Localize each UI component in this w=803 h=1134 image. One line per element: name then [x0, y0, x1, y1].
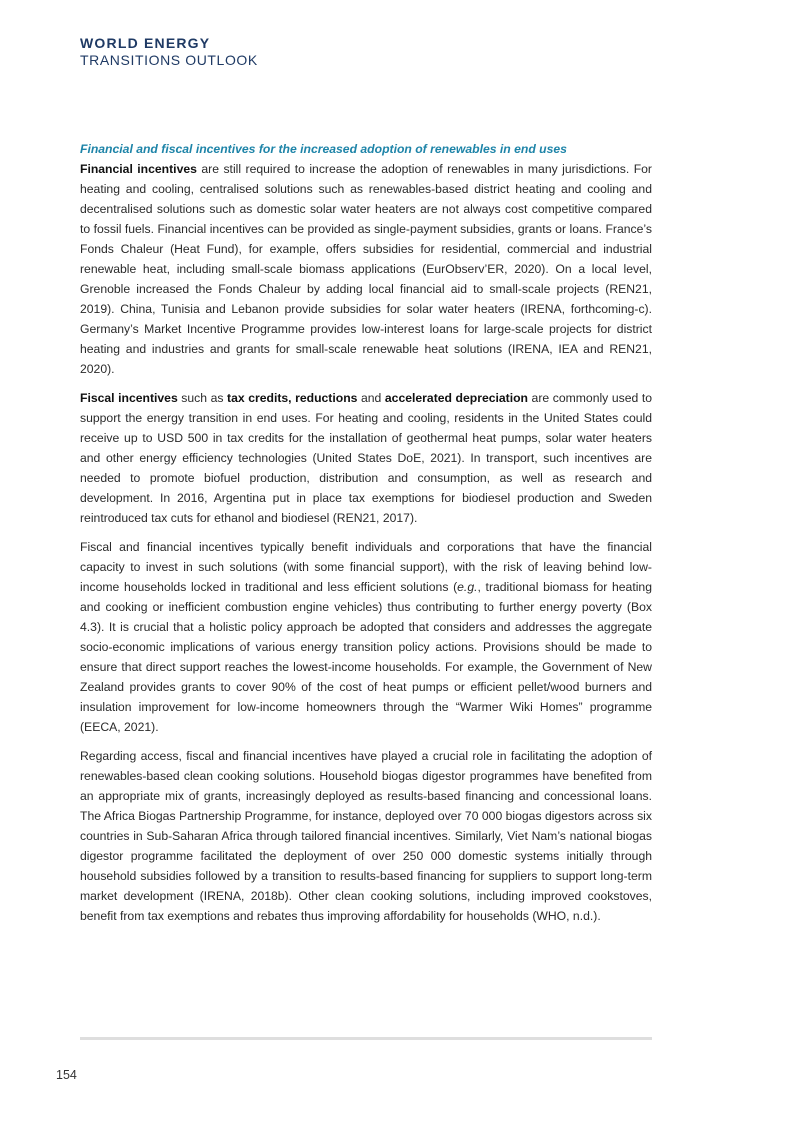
paragraph-text: are commonly used to support the energy transition in end uses. For heating and cooling, residents in the United States could receive up to USD 500 in tax credits for the installation of geothermal heat pumps, solar water heaters and other energy efficiency technologies (United States DoE, 2021). In transport, such incentives are needed to promote biofuel production, distribution and consumption, as well as research and development. In 2016, Argentina put in place tax exemptions for biodiesel production and Sweden reintroduced tax cuts for ethanol and biodiesel (REN21, 2017).: [80, 391, 652, 525]
paragraph-text: Regarding access, fiscal and financial incentives have played a crucial role in facilitating the adoption of renewables-based clean cooking solutions. Household biogas digestor programmes have benefited from an appropriate mix of grants, increasingly deployed as results-based financing and concessional loans. The Africa Biogas Partnership Programme, for instance, deployed over 70 000 biogas digestors across six countries in Sub-Saharan Africa through tailored financial incentives. Similarly, Viet Nam’s national biogas digestor programme facilitated the deployment of over 250 000 domestic systems initially through household subsidies followed by a transition to results-based financing for suppliers to support long-term market development (IRENA, 2018b). Other clean cooking solutions, including improved cookstoves, benefit from tax exemptions and rebates thus improving affordability for households (WHO, n.d.).: [80, 749, 652, 923]
header-title-line1: WORLD ENERGY: [80, 35, 211, 51]
paragraph-financial-incentives: [80, 159, 652, 379]
paragraph-text: are still required to increase the adoption of renewables in many jurisdictions. For heating and cooling, centralised solutions such as renewables-based district heating and cooling and decentralised solutions such as domestic solar water heaters are not always cost competitive compared to fossil fuels. Financial incentives can be provided as single-payment subsidies, grants or loans. France’s Fonds Chaleur (Heat Fund), for example, offers subsidies for residential, commercial and industrial renewable heat, including small-scale biomass applications (EurObserv’ER, 2020). On a local level, Grenoble increased the Fonds Chaleur by adding local financial aid to small-scale projects (REN21, 2019). China, Tunisia and Lebanon provide subsidies for solar water heaters (IRENA, forthcoming-c). Germany’s Market Incentive Programme provides low-interest loans for large-scale projects for district heating and industries and grants for small-scale renewable heat solutions (IRENA, IEA and REN21, 2020).: [80, 162, 652, 376]
bold-term: Fiscal incentives: [80, 391, 178, 405]
paragraph-clean-cooking: [80, 746, 652, 926]
bold-term: Financial incentives: [80, 162, 197, 176]
paragraph-text: such as: [177, 391, 228, 405]
paragraph-fiscal-incentives: [80, 388, 652, 528]
paragraph-text: , traditional biomass for heating and cooking or inefficient combustion engine vehicles) thus contributing to further energy poverty (Box 4.3). It is crucial that a holistic policy approach be adopted that considers and addresses the aggregate socio-economic implications of various energy transition policy actions. Provisions should be made to ensure that direct support reaches the lowest-income households. For example, the Government of New Zealand provides grants to cover 90% of the cost of heat pumps or efficient pellet/wood burners and insulation improvement for low-income homeowners through the “Warmer Wiki Homes” programme (EECA, 2021).: [80, 580, 652, 734]
section-title: Financial and fiscal incentives for the increased adoption of renewables in end uses: [80, 142, 567, 156]
italic-term: e.g.: [457, 580, 478, 594]
footer-divider: [80, 1037, 652, 1040]
bold-term: tax credits, reductions: [227, 391, 358, 405]
paragraph-text: and: [357, 391, 385, 405]
main-content: [80, 139, 652, 935]
bold-term: accelerated depreciation: [384, 391, 528, 405]
paragraph-equity: [80, 537, 652, 737]
header-title-line2: TRANSITIONS OUTLOOK: [80, 52, 258, 68]
paragraph-text: Fiscal and financial incentives typically benefit individuals and corporations that have the financial capacity to invest in such solutions (with some financial support), with the risk of leaving behind low-income households locked in traditional and less efficient solutions (: [80, 540, 652, 594]
document-header: [80, 35, 258, 69]
page-number: 154: [56, 1068, 77, 1082]
